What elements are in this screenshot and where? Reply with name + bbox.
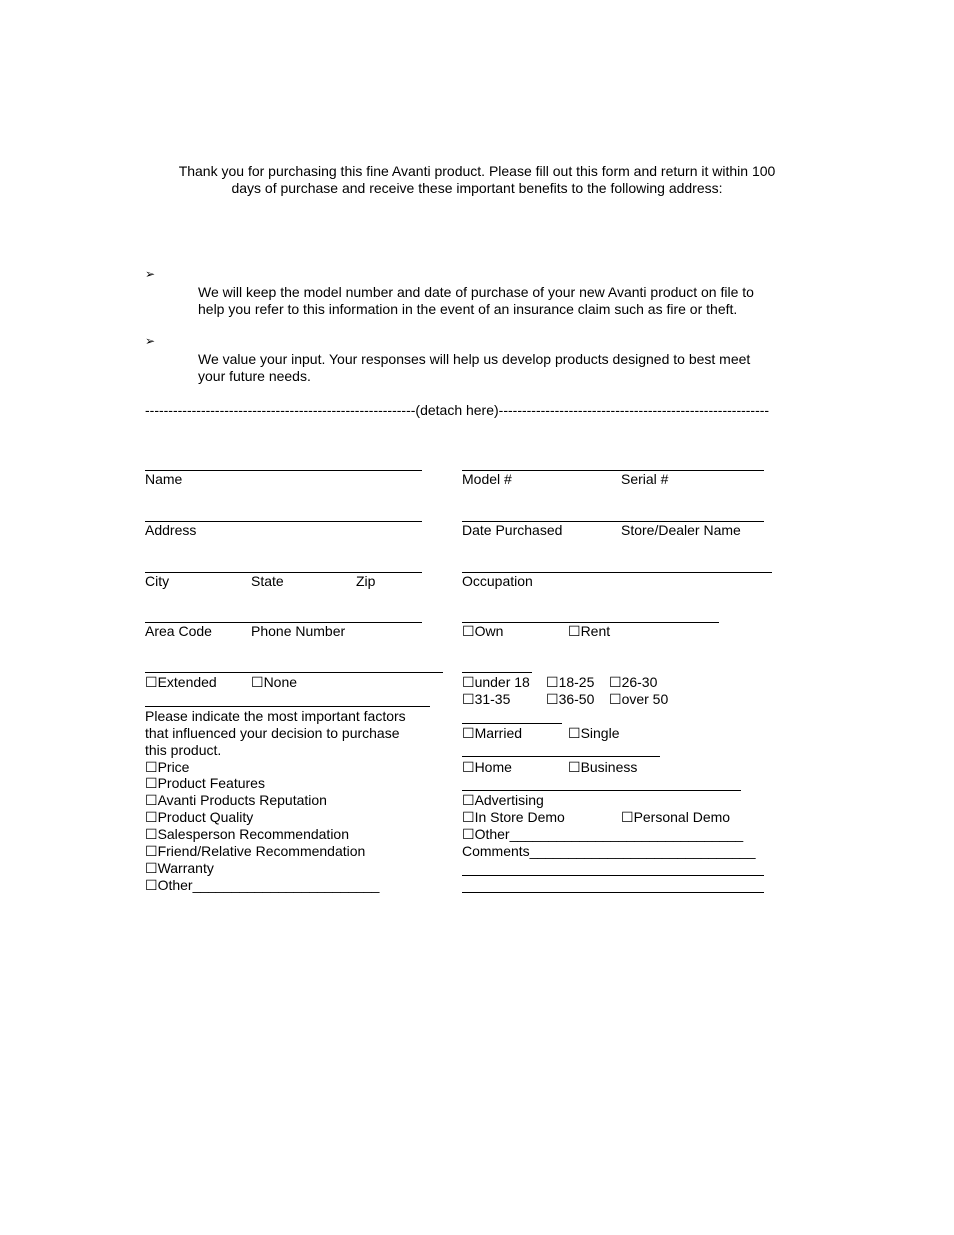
city-label: City (145, 573, 170, 589)
intro-line-1: Thank you for purchasing this fine Avanti product. Please fill out this form and return it within 100 (178, 163, 776, 179)
date-purchased-label: Date Purchased (462, 522, 563, 538)
factor-other-label: Other________________________ (157, 877, 380, 893)
factor-label: Friend/Relative Recommendation (157, 843, 366, 859)
factor-other-checkbox[interactable] (145, 877, 379, 894)
married-label: Married (474, 725, 523, 741)
age-over-50-checkbox[interactable] (609, 691, 668, 708)
model-label: Model # (462, 471, 512, 487)
checkbox-icon[interactable]: ☐ (145, 843, 158, 859)
age-label: 26-30 (621, 674, 658, 690)
factors-prompt-line-1: Please indicate the most important factors (145, 708, 406, 724)
name-field-line[interactable] (145, 470, 422, 471)
warranty-divider (145, 672, 443, 673)
checkbox-icon[interactable]: ☐ (462, 674, 475, 690)
checkbox-icon[interactable]: ☐ (609, 691, 622, 707)
zip-label: Zip (356, 573, 376, 589)
checkbox-icon[interactable]: ☐ (145, 674, 158, 690)
detach-line: ----------------------------------------------------------(detach here)---------------------------------------------------------- (145, 402, 770, 418)
source-other-label: Other______________________________ (474, 826, 744, 842)
age-label: 36-50 (558, 691, 595, 707)
personal-demo-checkbox[interactable] (621, 809, 730, 826)
intro-line-2: days of purchase and receive these important benefits to the following address: (231, 180, 723, 196)
factor-product-quality-checkbox[interactable] (145, 809, 253, 826)
benefit-1-line-1: We will keep the model number and date of purchase of your new Avanti product on file to (198, 284, 754, 300)
factor-label: Product Quality (157, 809, 254, 825)
address-label: Address (145, 522, 197, 538)
factor-reputation-checkbox[interactable] (145, 792, 327, 809)
factor-label: Product Features (157, 775, 265, 791)
checkbox-icon[interactable]: ☐ (145, 775, 158, 791)
factor-product-features-checkbox[interactable] (145, 775, 265, 792)
checkbox-icon[interactable]: ☐ (462, 725, 475, 741)
factor-price-checkbox[interactable] (145, 759, 189, 776)
checkbox-icon[interactable]: ☐ (546, 691, 559, 707)
use-divider (462, 756, 660, 757)
age-divider (462, 672, 532, 673)
bullet-arrow-icon: ➢ (145, 267, 156, 281)
factor-warranty-checkbox[interactable] (145, 860, 214, 877)
age-18-25-checkbox[interactable] (546, 674, 594, 691)
advertising-label: Advertising (474, 792, 544, 808)
own-checkbox[interactable] (462, 623, 503, 640)
checkbox-icon[interactable]: ☐ (251, 674, 264, 690)
age-label: 18-25 (558, 674, 595, 690)
married-checkbox[interactable] (462, 725, 522, 742)
checkbox-icon[interactable]: ☐ (462, 623, 475, 639)
checkbox-icon[interactable]: ☐ (145, 860, 158, 876)
business-label: Business (580, 759, 638, 775)
checkbox-icon[interactable]: ☐ (145, 759, 158, 775)
checkbox-icon[interactable]: ☐ (145, 877, 158, 893)
checkbox-icon[interactable]: ☐ (462, 691, 475, 707)
checkbox-icon[interactable]: ☐ (462, 826, 475, 842)
checkbox-icon[interactable]: ☐ (568, 725, 581, 741)
checkbox-icon[interactable]: ☐ (145, 826, 158, 842)
benefit-1-line-2: help you refer to this information in the event of an insurance claim such as fire or theft. (198, 301, 738, 317)
advertising-checkbox[interactable] (462, 792, 544, 809)
business-checkbox[interactable] (568, 759, 637, 776)
checkbox-icon[interactable]: ☐ (145, 809, 158, 825)
age-36-50-checkbox[interactable] (546, 691, 594, 708)
source-other-checkbox[interactable] (462, 826, 743, 843)
factors-prompt-line-3: this product. (145, 742, 222, 758)
checkbox-icon[interactable]: ☐ (462, 759, 475, 775)
benefit-2-line-1: We value your input. Your responses will help us develop products designed to best meet (198, 351, 751, 367)
in-store-demo-checkbox[interactable] (462, 809, 565, 826)
extended-label: Extended (157, 674, 217, 690)
bullet-arrow-icon: ➢ (145, 334, 156, 348)
none-checkbox[interactable] (251, 674, 297, 691)
age-31-35-checkbox[interactable] (462, 691, 510, 708)
checkbox-icon[interactable]: ☐ (609, 674, 622, 690)
serial-label: Serial # (621, 471, 669, 487)
checkbox-icon[interactable]: ☐ (568, 623, 581, 639)
checkbox-icon[interactable]: ☐ (145, 792, 158, 808)
checkbox-icon[interactable]: ☐ (621, 809, 634, 825)
home-label: Home (474, 759, 512, 775)
source-divider (462, 790, 741, 791)
comments-line-3[interactable] (462, 892, 764, 893)
factor-salesperson-checkbox[interactable] (145, 826, 349, 843)
benefit-2-line-2: your future needs. (198, 368, 311, 384)
checkbox-icon[interactable]: ☐ (462, 809, 475, 825)
comments-field[interactable]: Comments_____________________________ (462, 843, 756, 859)
area-code-label: Area Code (145, 623, 212, 639)
extended-checkbox[interactable] (145, 674, 217, 691)
marital-divider (462, 723, 562, 724)
home-checkbox[interactable] (462, 759, 512, 776)
phone-number-label: Phone Number (251, 623, 346, 639)
rent-checkbox[interactable] (568, 623, 610, 640)
checkbox-icon[interactable]: ☐ (546, 674, 559, 690)
rent-label: Rent (580, 623, 611, 639)
occupation-label: Occupation (462, 573, 533, 589)
state-label: State (251, 573, 284, 589)
checkbox-icon[interactable]: ☐ (462, 792, 475, 808)
own-label: Own (474, 623, 504, 639)
single-label: Single (580, 725, 620, 741)
none-label: None (263, 674, 298, 690)
personal-demo-label: Personal Demo (633, 809, 731, 825)
checkbox-icon[interactable]: ☐ (568, 759, 581, 775)
store-dealer-label: Store/Dealer Name (621, 522, 741, 538)
factor-label: Warranty (157, 860, 214, 876)
age-label: under 18 (474, 674, 530, 690)
name-label: Name (145, 471, 183, 487)
single-checkbox[interactable] (568, 725, 619, 742)
factor-friend-relative-checkbox[interactable] (145, 843, 365, 860)
age-26-30-checkbox[interactable] (609, 674, 657, 691)
age-under-18-checkbox[interactable] (462, 674, 530, 691)
factor-label: Avanti Products Reputation (157, 792, 327, 808)
factor-label: Salesperson Recommendation (157, 826, 350, 842)
age-label: over 50 (621, 691, 669, 707)
in-store-demo-label: In Store Demo (474, 809, 565, 825)
factors-divider (145, 706, 430, 707)
age-label: 31-35 (474, 691, 511, 707)
factor-label: Price (157, 759, 190, 775)
comments-line-2[interactable] (462, 875, 764, 876)
factors-prompt-line-2: that influenced your decision to purchase (145, 725, 400, 741)
